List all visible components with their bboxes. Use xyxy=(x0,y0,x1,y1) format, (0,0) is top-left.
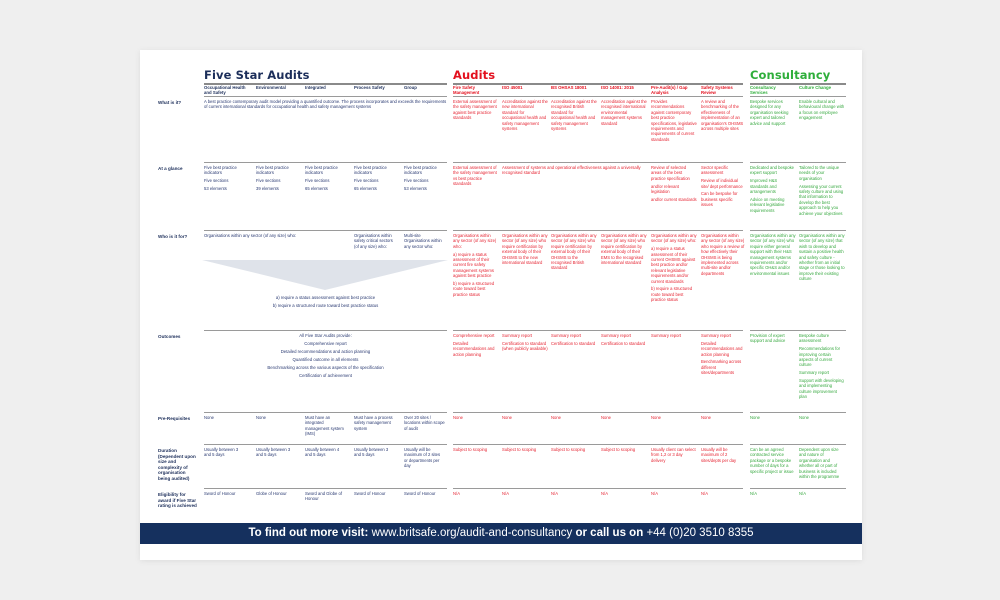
outcome-item: Benchmarking across different sites/departments xyxy=(701,359,742,376)
what-fire: External assessment of the safety management against best practice standards xyxy=(453,99,497,121)
row-rule xyxy=(453,230,743,231)
prereq-pre-audit: None xyxy=(651,415,662,420)
prereq-process-safety: Must have a process safety management system xyxy=(354,415,393,431)
row-rule xyxy=(204,412,447,413)
glance-item: 53 elements xyxy=(404,186,427,191)
glance-item: Five sections xyxy=(354,178,379,184)
who-process-safety: Organisations within safety critical sectors (of any size) who: xyxy=(354,233,393,249)
col-header-iso14001: ISO 14001: 2015 xyxy=(601,85,634,90)
duration-integrated: Usually between 4 and 5 days xyxy=(305,447,340,458)
who-funnel-list xyxy=(204,294,447,309)
duration-iso14001: Subject to scoping xyxy=(601,447,636,452)
what-consultancy: Bespoke services designed for any organisation seeking expert and tailored advice and support xyxy=(750,99,789,126)
what-ohsas: Accreditation against the recognised British standard for occupational health and safety management systems xyxy=(551,99,597,132)
glance-pre-audit xyxy=(651,165,697,205)
who-item: Organisations within any sector (of any size) who: xyxy=(651,233,697,244)
row-rule xyxy=(204,96,447,97)
who-pre-audit xyxy=(651,233,697,305)
row-rule xyxy=(750,330,846,331)
row-rule xyxy=(204,230,447,231)
glance-item: Sector specific assessment xyxy=(701,165,729,176)
outcome-item: Detailed recommendations and action planning xyxy=(453,340,495,357)
who-item: b) require a structured route toward best practice status xyxy=(453,281,495,297)
glance-item: 39 elements xyxy=(256,186,279,191)
prereq-integrated: Must have an integrated management system (IMS) xyxy=(305,415,344,437)
row-rule xyxy=(204,444,447,445)
col-header-environmental: Environmental xyxy=(256,85,286,90)
glance-item: Five best practice indicators xyxy=(204,165,237,176)
who-iso14001: Organisations within any sector (of any size) who require certification by external body of their EMS to the recognised international standard xyxy=(601,233,647,266)
banner-lead: To find out more visit: xyxy=(248,527,369,539)
eligibility-group: Sword of Honour xyxy=(404,491,436,496)
glance-fire: External assessment of the safety management vs best practice standards xyxy=(453,165,497,187)
outcome-item: Summary report xyxy=(502,333,533,338)
outcome-item: Summary report xyxy=(651,333,682,338)
prereq-fire: None xyxy=(453,415,464,420)
col-header-ohsas18001: BS OHSAS 18001 xyxy=(551,85,587,90)
glance-item: Can be bespoke for business specific issues xyxy=(701,191,738,208)
row-rule xyxy=(750,96,846,97)
prereq-iso14001: None xyxy=(601,415,612,420)
col-header-pre-audit: Pre-Audit(s) / Gap Analysis xyxy=(651,85,688,96)
row-rule xyxy=(453,162,743,163)
glance-item: Five sections xyxy=(404,178,429,184)
duration-environmental: Usually between 3 and 5 days xyxy=(256,447,291,458)
outcome-item: Comprehensive report xyxy=(453,333,495,338)
glance-item: Five best practice indicators xyxy=(256,165,289,176)
consultancy-title: Consultancy xyxy=(750,68,831,82)
duration-culture: Dependent upon size and nature of organisation and whether all or part of business is included within the programme xyxy=(799,447,840,480)
who-ohsas: Organisations within any sector (of any size) who require certification by external body of their OHSMS to the recognised British standard xyxy=(551,233,597,271)
glance-group xyxy=(404,165,448,194)
duration-group: Usually will be maximum of 2 sites or departments per day xyxy=(404,447,441,469)
prereq-ohsas: None xyxy=(551,415,562,420)
outcome-item: Certification of achievement xyxy=(298,373,353,378)
outcomes-consultancy xyxy=(750,333,796,346)
row-label-prereq: Pre-Requisites xyxy=(158,416,191,421)
row-rule xyxy=(750,162,846,163)
outcome-item: Quantified outcome in all elements xyxy=(292,357,359,362)
prereq-culture: None xyxy=(799,415,810,420)
row-rule xyxy=(453,412,743,413)
glance-item: Assessing your current safety culture and using that information to develop the best approach to help you achieve your objectives xyxy=(799,183,844,216)
glance-item: Advice on meeting relevant legislative requirements xyxy=(750,196,785,213)
outcome-item: Benchmarking across the various aspects of the specification xyxy=(267,365,384,370)
contact-banner xyxy=(140,523,862,544)
eligibility-culture: N/A xyxy=(799,491,806,496)
banner-phone: +44 (0)20 3510 8355 xyxy=(646,527,754,539)
outcome-item: Summary report xyxy=(551,333,582,338)
col-header-process-safety: Process Safety xyxy=(354,85,385,90)
outcome-item: Summary report xyxy=(701,333,732,338)
glance-item: Five sections xyxy=(256,178,281,184)
prereq-ssr: None xyxy=(701,415,712,420)
outcomes-iso45001 xyxy=(502,333,548,354)
row-rule xyxy=(750,230,846,231)
glance-item: and/or current standards xyxy=(651,196,697,202)
what-five-star: A best practice contemporary audit model providing a quantified outcome. The process incorporates and exceeds the requirements of current international standards for occupational health and safety management systems xyxy=(204,99,447,110)
eligibility-process-safety: Sword of Honour xyxy=(354,491,386,496)
row-label-glance: At a glance xyxy=(158,166,183,171)
duration-consultancy: Can be an agreed contracted service package or a bespoke number of days for a specific project or issue xyxy=(750,447,794,474)
glance-item: Five sections xyxy=(204,178,229,184)
glance-ssr xyxy=(701,165,745,210)
row-label-what: What is it? xyxy=(158,100,182,105)
row-rule xyxy=(204,330,447,331)
glance-consultancy xyxy=(750,165,796,215)
row-rule xyxy=(453,488,743,489)
eligibility-environmental: Globe of Honour xyxy=(256,491,287,496)
glance-item: and/or relevant legislation xyxy=(651,183,679,195)
who-iso45001: Organisations within any sector (of any size) who require certification by external body of their OHSMS to the new international standard xyxy=(502,233,548,266)
row-label-who: Who is it for? xyxy=(158,234,188,239)
glance-item: Review of individual site/ dept performance xyxy=(701,178,743,189)
duration-process-safety: Usually between 3 and 5 days xyxy=(354,447,389,458)
eligibility-iso45001: N/A xyxy=(502,491,509,496)
who-item: Organisations within any sector (of any size) who: xyxy=(453,233,497,249)
outcome-item: Certification to standard xyxy=(551,340,596,346)
outcomes-iso14001 xyxy=(601,333,647,349)
who-ssr: Organisations within any sector (of any size) who require a review of how effectively their OHSMS is being implemented across multi-site and/or departments xyxy=(701,233,745,276)
col-header-fire-safety: Fire Safety Management xyxy=(453,85,480,96)
who-five-star: Organisations within any sector (of any size) who: xyxy=(204,233,297,238)
eligibility-ohsas: N/A xyxy=(551,491,558,496)
glance-item: Review of selected areas of the best practice specification xyxy=(651,165,690,181)
outcomes-pre-audit xyxy=(651,333,697,341)
eligibility-ohs: Sword of Honour xyxy=(204,491,236,496)
prereq-environmental: None xyxy=(256,415,267,420)
what-culture: Enable cultural and behavioural change with a focus on employee engagement xyxy=(799,99,845,121)
outcomes-five-star xyxy=(204,332,447,380)
row-label-eligibility: Eligibility for award if Five Star rating is achieved xyxy=(158,492,197,509)
outcomes-ohsas xyxy=(551,333,597,349)
glance-culture xyxy=(799,165,845,218)
eligibility-consultancy: N/A xyxy=(750,491,757,496)
col-header-group: Group xyxy=(404,85,417,90)
outcomes-ssr xyxy=(701,333,745,378)
glance-item: Improved H&S standards and arrangements xyxy=(750,178,778,195)
glance-item: Five best practice indicators xyxy=(354,165,387,176)
who-group: Multi-site Organisations within any sector who: xyxy=(404,233,442,249)
duration-note: (Dependent upon size and complexity of organisation being audited) xyxy=(158,453,196,481)
duration-pre-audit: Usually client can select from 1,2 or 3 day delivery xyxy=(651,447,696,463)
row-rule xyxy=(453,96,743,97)
who-fire xyxy=(453,233,497,300)
outcomes-culture xyxy=(799,333,845,402)
duration-iso45001: Subject to scoping xyxy=(502,447,537,452)
col-header-iso45001: ISO 45001 xyxy=(502,85,523,90)
funnel-item: b) require a structured route toward best practice status xyxy=(272,302,379,308)
glance-integrated xyxy=(305,165,351,194)
row-rule xyxy=(750,412,846,413)
glance-item: Five best practice indicators xyxy=(305,165,338,176)
glance-item: Dedicated and bespoke expert support xyxy=(750,165,795,176)
outcomes-fire xyxy=(453,333,497,359)
outcome-item: All Five Star Audits provide: xyxy=(299,333,352,338)
glance-iso-span: Assessment of systems and operational effectiveness against a universally recognised standard xyxy=(502,165,641,176)
prereq-iso45001: None xyxy=(502,415,513,420)
row-rule xyxy=(204,488,447,489)
outcome-item: Certification to standard xyxy=(601,340,646,346)
glance-item: 53 elements xyxy=(204,186,227,191)
col-header-culture-change: Culture Change xyxy=(799,85,831,90)
eligibility-pre-audit: N/A xyxy=(651,491,658,496)
glance-item: 65 elements xyxy=(354,186,377,191)
row-rule xyxy=(750,488,846,489)
who-culture: Organisations within any sector (of any size) that wish to develop and sustain a positive health and safety culture - whether from an initial stage or those looking to improve their existing culture xyxy=(799,233,845,282)
duration-ohs: Usually between 3 and 5 days xyxy=(204,447,239,458)
what-iso45001: Accreditation against the new international standard for occupational health and safety management systems xyxy=(502,99,548,132)
row-label-outcomes: Outcomes xyxy=(158,334,181,339)
row-rule xyxy=(453,330,743,331)
duration-label: Duration xyxy=(158,448,177,453)
what-pre-audit: Provides recommendations against contemporary best practice specifications, legislative requirements and requirements of current standards xyxy=(651,99,697,142)
glance-ohs xyxy=(204,165,250,194)
glance-item: Tailored to the unique needs of your organisation xyxy=(799,165,840,181)
outcome-item: Provision of expert support and advice xyxy=(750,333,786,344)
banner-url-link[interactable]: www.britsafe.org/audit-and-consultancy xyxy=(371,527,573,539)
row-label-duration xyxy=(158,448,198,482)
who-consultancy: Organisations within any sector (of any size) who require either general support with their H&S management systems requirements and/or specific OH&S and/or environmental issues xyxy=(750,233,796,276)
col-header-ohs: Occupational Health and Safety xyxy=(204,85,246,96)
eligibility-ssr: N/A xyxy=(701,491,708,496)
five-star-audits-title: Five Star Audits xyxy=(204,68,310,82)
what-ssr: A review and benchmarking of the effectiveness of implementation of an organisation's OHSMS across multiple sites xyxy=(701,99,744,132)
funnel-item: a) require a status assessment against best practice xyxy=(275,295,376,300)
who-item: b) require a structured route toward best practice status xyxy=(651,286,693,303)
col-header-safety-systems-review: Safety Systems Review xyxy=(701,85,733,96)
comparison-document xyxy=(140,50,862,560)
outcome-item: Support with developing and implementing culture improvement plan xyxy=(799,378,844,400)
duration-ssr: Usually will be maximum of 2 sites/depts per day xyxy=(701,447,737,463)
col-header-consultancy-services: Consultancy Services xyxy=(750,85,776,96)
eligibility-iso14001: N/A xyxy=(601,491,608,496)
outcome-item: Comprehensive report xyxy=(304,341,347,346)
duration-ohsas: Subject to scoping xyxy=(551,447,586,452)
glance-environmental xyxy=(256,165,302,194)
glance-item: 65 elements xyxy=(305,186,328,191)
col-header-integrated: Integrated xyxy=(305,85,326,90)
duration-fire: Subject to scoping xyxy=(453,447,488,452)
outcome-item: Summary report xyxy=(799,370,830,376)
prereq-ohs: None xyxy=(204,415,215,420)
outcome-item: Summary report xyxy=(601,333,632,338)
outcome-item: Detailed recommendations and action planning xyxy=(280,349,371,354)
eligibility-integrated: Sword and Globe of Honour xyxy=(305,491,343,502)
glance-process-safety xyxy=(354,165,400,194)
prereq-consultancy: None xyxy=(750,415,761,420)
audits-title: Audits xyxy=(453,68,496,82)
who-item: a) require a status assessment of their current fire safety management systems against best practice xyxy=(453,251,494,279)
glance-item: Five sections xyxy=(305,178,330,184)
row-rule xyxy=(453,444,743,445)
outcome-item: Detailed recommendations and action planning xyxy=(701,340,743,357)
funnel-arrow-graphic xyxy=(202,260,448,290)
outcome-item: Certification to standard (when publicly available) xyxy=(502,340,548,352)
row-rule xyxy=(750,444,846,445)
what-iso14001: Accreditation against the recognised international environmental management systems standard xyxy=(601,99,647,126)
outcome-item: Recommendations for improving certain aspects of current culture xyxy=(799,346,840,368)
glance-item: Five best practice indicators xyxy=(404,165,437,176)
row-rule xyxy=(204,162,447,163)
prereq-group: Over 20 sites / locations within scope of audit xyxy=(404,415,445,431)
banner-mid: or call us on xyxy=(575,527,644,539)
outcome-item: Bespoke culture assessment xyxy=(799,333,830,344)
eligibility-fire: N/A xyxy=(453,491,460,496)
who-item: a) require a status assessment of their current OHSMS against best practice and/or relevant legislative requirements and/or current standards xyxy=(651,246,696,284)
